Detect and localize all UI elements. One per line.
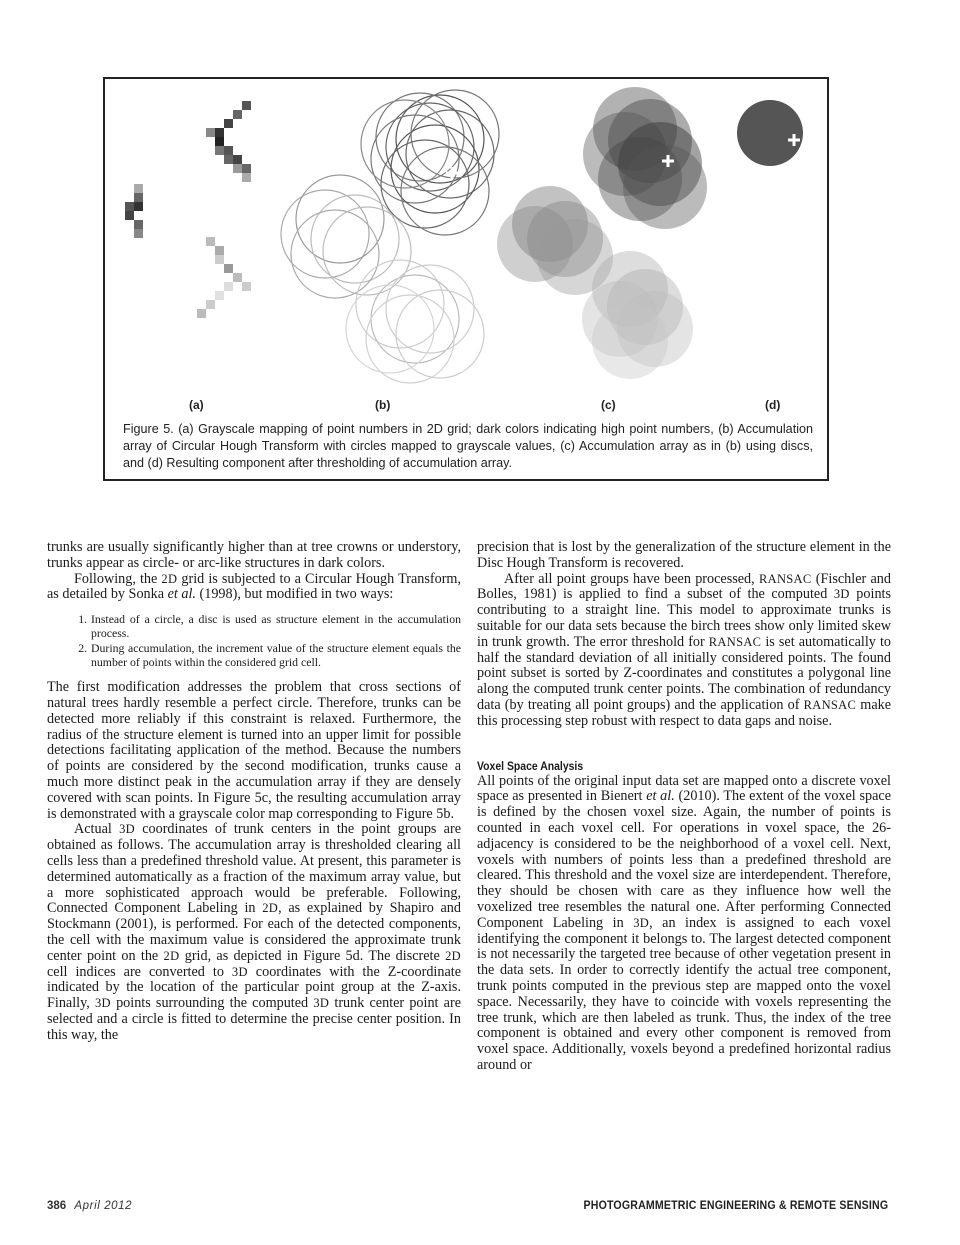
- grid-cell: [215, 128, 224, 137]
- grid-cell: [224, 119, 233, 128]
- thresholded-component: [737, 100, 803, 166]
- right-paragraph-1: precision that is lost by the generalization of the structure element in the Disc Hough Transform is recovered.: [477, 539, 891, 571]
- panel-b-hough-circles: [281, 90, 499, 383]
- grid-cell: [197, 309, 206, 318]
- panel-a-grid: [125, 101, 251, 318]
- section-heading: Voxel Space Analysis: [477, 759, 584, 773]
- grid-cell: [224, 264, 233, 273]
- figure-5-panels: [105, 79, 827, 479]
- journal-name: PHOTOGRAMMETRIC ENGINEERING & REMOTE SENSING: [583, 1200, 888, 1212]
- right-paragraph-3: All points of the original input data set are mapped onto a discrete voxel space as presented in Bienert et al. (2010). The extent of the voxel space is defined by the chosen voxel size. Again, the number of points is counted in each voxel cell. For operations in voxel space, the 26-adjacency is considered to be the neighborhood of a voxel cell. Next, voxels with numbers of points less than a predefined threshold are cleared. This threshold and the voxel size are interdependent. Therefore, they should be chosen with care as they influence how well the voxelized tree resembles the natural one. After performing Connected Component Labeling in 3D, an index is assigned to each voxel identifying the component it belongs to. The largest detected component is not necessarily the targeted tree because of other vegetation present in the data sets. In order to correctly identify the actual tree component, trunk points computed in the previous step are mapped onto the voxel space. Necessarily, they have to coincide with voxels representing the tree trunk, which are then labeled as trunk. Thus, the index of the tree component is obtained and every other component is removed from voxel space. Additionally, voxels beyond a predefined horizontal radius around or: [477, 772, 892, 1073]
- grid-cell: [134, 220, 143, 229]
- grid-cell: [215, 291, 224, 300]
- left-paragraph-3: The first modification addresses the problem that cross sections of natural trees hardly resemble a perfect circle. Therefore, trunks can be detected more reliably if this constraint is relaxed. Furthermore, the radius of the structure element is turned into an upper limit for possible detections facilitating application of the method. Because the numbers of points are considered by the second modification, trunks cause a much more distinct peak in the accumulation array if they are densely covered with scan points. In Figure 5c, the resulting accumulation array is demonstrated with a grayscale color map corresponding to Figure 5b.: [47, 679, 461, 822]
- panel-label-b: (b): [375, 398, 391, 412]
- panel-label-a: (a): [189, 398, 204, 412]
- grid-cell: [206, 237, 215, 246]
- list-item: 1. Instead of a circle, a disc is used as structure element in the accumulation process.: [90, 612, 461, 640]
- left-paragraph-1: trunks are usually significantly higher than at tree crowns or understory, trunks appear as circle- or arc-like structures in dark colors.: [47, 539, 461, 571]
- left-paragraph-2: Following, the 2D grid is subjected to a Circular Hough Transform, as detailed by Sonka et al. (1998), but modified in two ways:: [47, 570, 461, 603]
- grid-cell: [242, 282, 251, 291]
- grid-cell: [215, 146, 224, 155]
- grid-cell: [206, 128, 215, 137]
- issue-date: April 2012: [74, 1200, 133, 1212]
- grid-cell: [224, 155, 233, 164]
- grid-cell: [134, 202, 143, 211]
- figure-5: [103, 77, 829, 481]
- panel-c-discs: [497, 87, 707, 379]
- grid-cell: [215, 246, 224, 255]
- grid-cell: [215, 137, 224, 146]
- grid-cell: [215, 255, 224, 264]
- grid-cell: [233, 273, 242, 282]
- accumulation-disc: [623, 145, 707, 229]
- right-paragraph-2: After all point groups have been processed, RANSAC (Fischler and Bolles, 1981) is applied to find a subset of the computed 3D points contributing to a straight line. This model to approximate trunks is suitable for our data sets because the birch trees show only limited skew in trunk growth. The error threshold for RANSAC is set automatically to half the standard deviation of all initially considered points. The found point subset is sorted by Z-coordinates and constitutes a polygonal line along the computed trunk center points. The combination of redundancy data (by treating all point groups) and the application of RANSAC make this processing step robust with respect to data gaps and noise.: [477, 570, 892, 729]
- grid-cell: [233, 155, 242, 164]
- page-number: 386: [47, 1200, 67, 1212]
- accumulation-disc: [592, 303, 668, 379]
- grid-cell: [242, 173, 251, 182]
- grid-cell: [125, 211, 134, 220]
- grid-cell: [224, 146, 233, 155]
- hough-circle: [411, 90, 499, 178]
- left-column: [47, 540, 461, 1044]
- left-paragraph-4: Actual 3D coordinates of trunk centers in the point groups are obtained as follows. The accumulation array is thresholded clearing all cells less than a predefined threshold value. At present, this parameter is determined automatically as a fraction of the maximum array value, but a more sophisticated approach would be preferable. Following, Connected Component Labeling in 2D, as explained by Shapiro and Stockmann (2001), is performed. For each of the detected components, the cell with the maximum value is considered the approximate trunk center point on the 2D grid, as depicted in Figure 5d. The discrete 2D cell indices are converted to 3D coordinates with the Z-coordinate indicated by the location of the particular point group at the Z-axis. Finally, 3D points surrounding the computed 3D trunk center point are selected and a circle is fitted to determine the precise center position. In this way, the: [47, 821, 462, 1043]
- page-footer-left: [47, 1200, 132, 1212]
- hough-circle: [396, 290, 484, 378]
- grid-cell: [134, 193, 143, 202]
- hough-circle: [366, 295, 454, 383]
- panel-d-component: [737, 100, 803, 166]
- list-item: 2. During accumulation, the increment value of the structure element equals the number of points within the considered grid cell.: [90, 641, 461, 669]
- grid-cell: [134, 184, 143, 193]
- hough-circle: [346, 285, 434, 373]
- right-column: [477, 540, 891, 1074]
- grid-cell: [242, 164, 251, 173]
- grid-cell: [125, 202, 134, 211]
- grid-cell: [242, 101, 251, 110]
- grid-cell: [233, 110, 242, 119]
- grid-cell: [206, 300, 215, 309]
- modification-list: [47, 612, 461, 669]
- panel-label-c: (c): [601, 398, 616, 412]
- hough-circle: [356, 260, 444, 348]
- grid-cell: [224, 282, 233, 291]
- figure-caption: Figure 5. (a) Grayscale mapping of point numbers in 2D grid; dark colors indicating high point numbers, (b) Accumulation array of Circular Hough Transform with circles mapped to grayscale values, (c) Accumulation array as in (b) using discs, and (d) Resulting component after thresholding of accumulation array.: [123, 422, 813, 470]
- grid-cell: [134, 229, 143, 238]
- grid-cell: [233, 164, 242, 173]
- panel-label-d: (d): [765, 398, 781, 412]
